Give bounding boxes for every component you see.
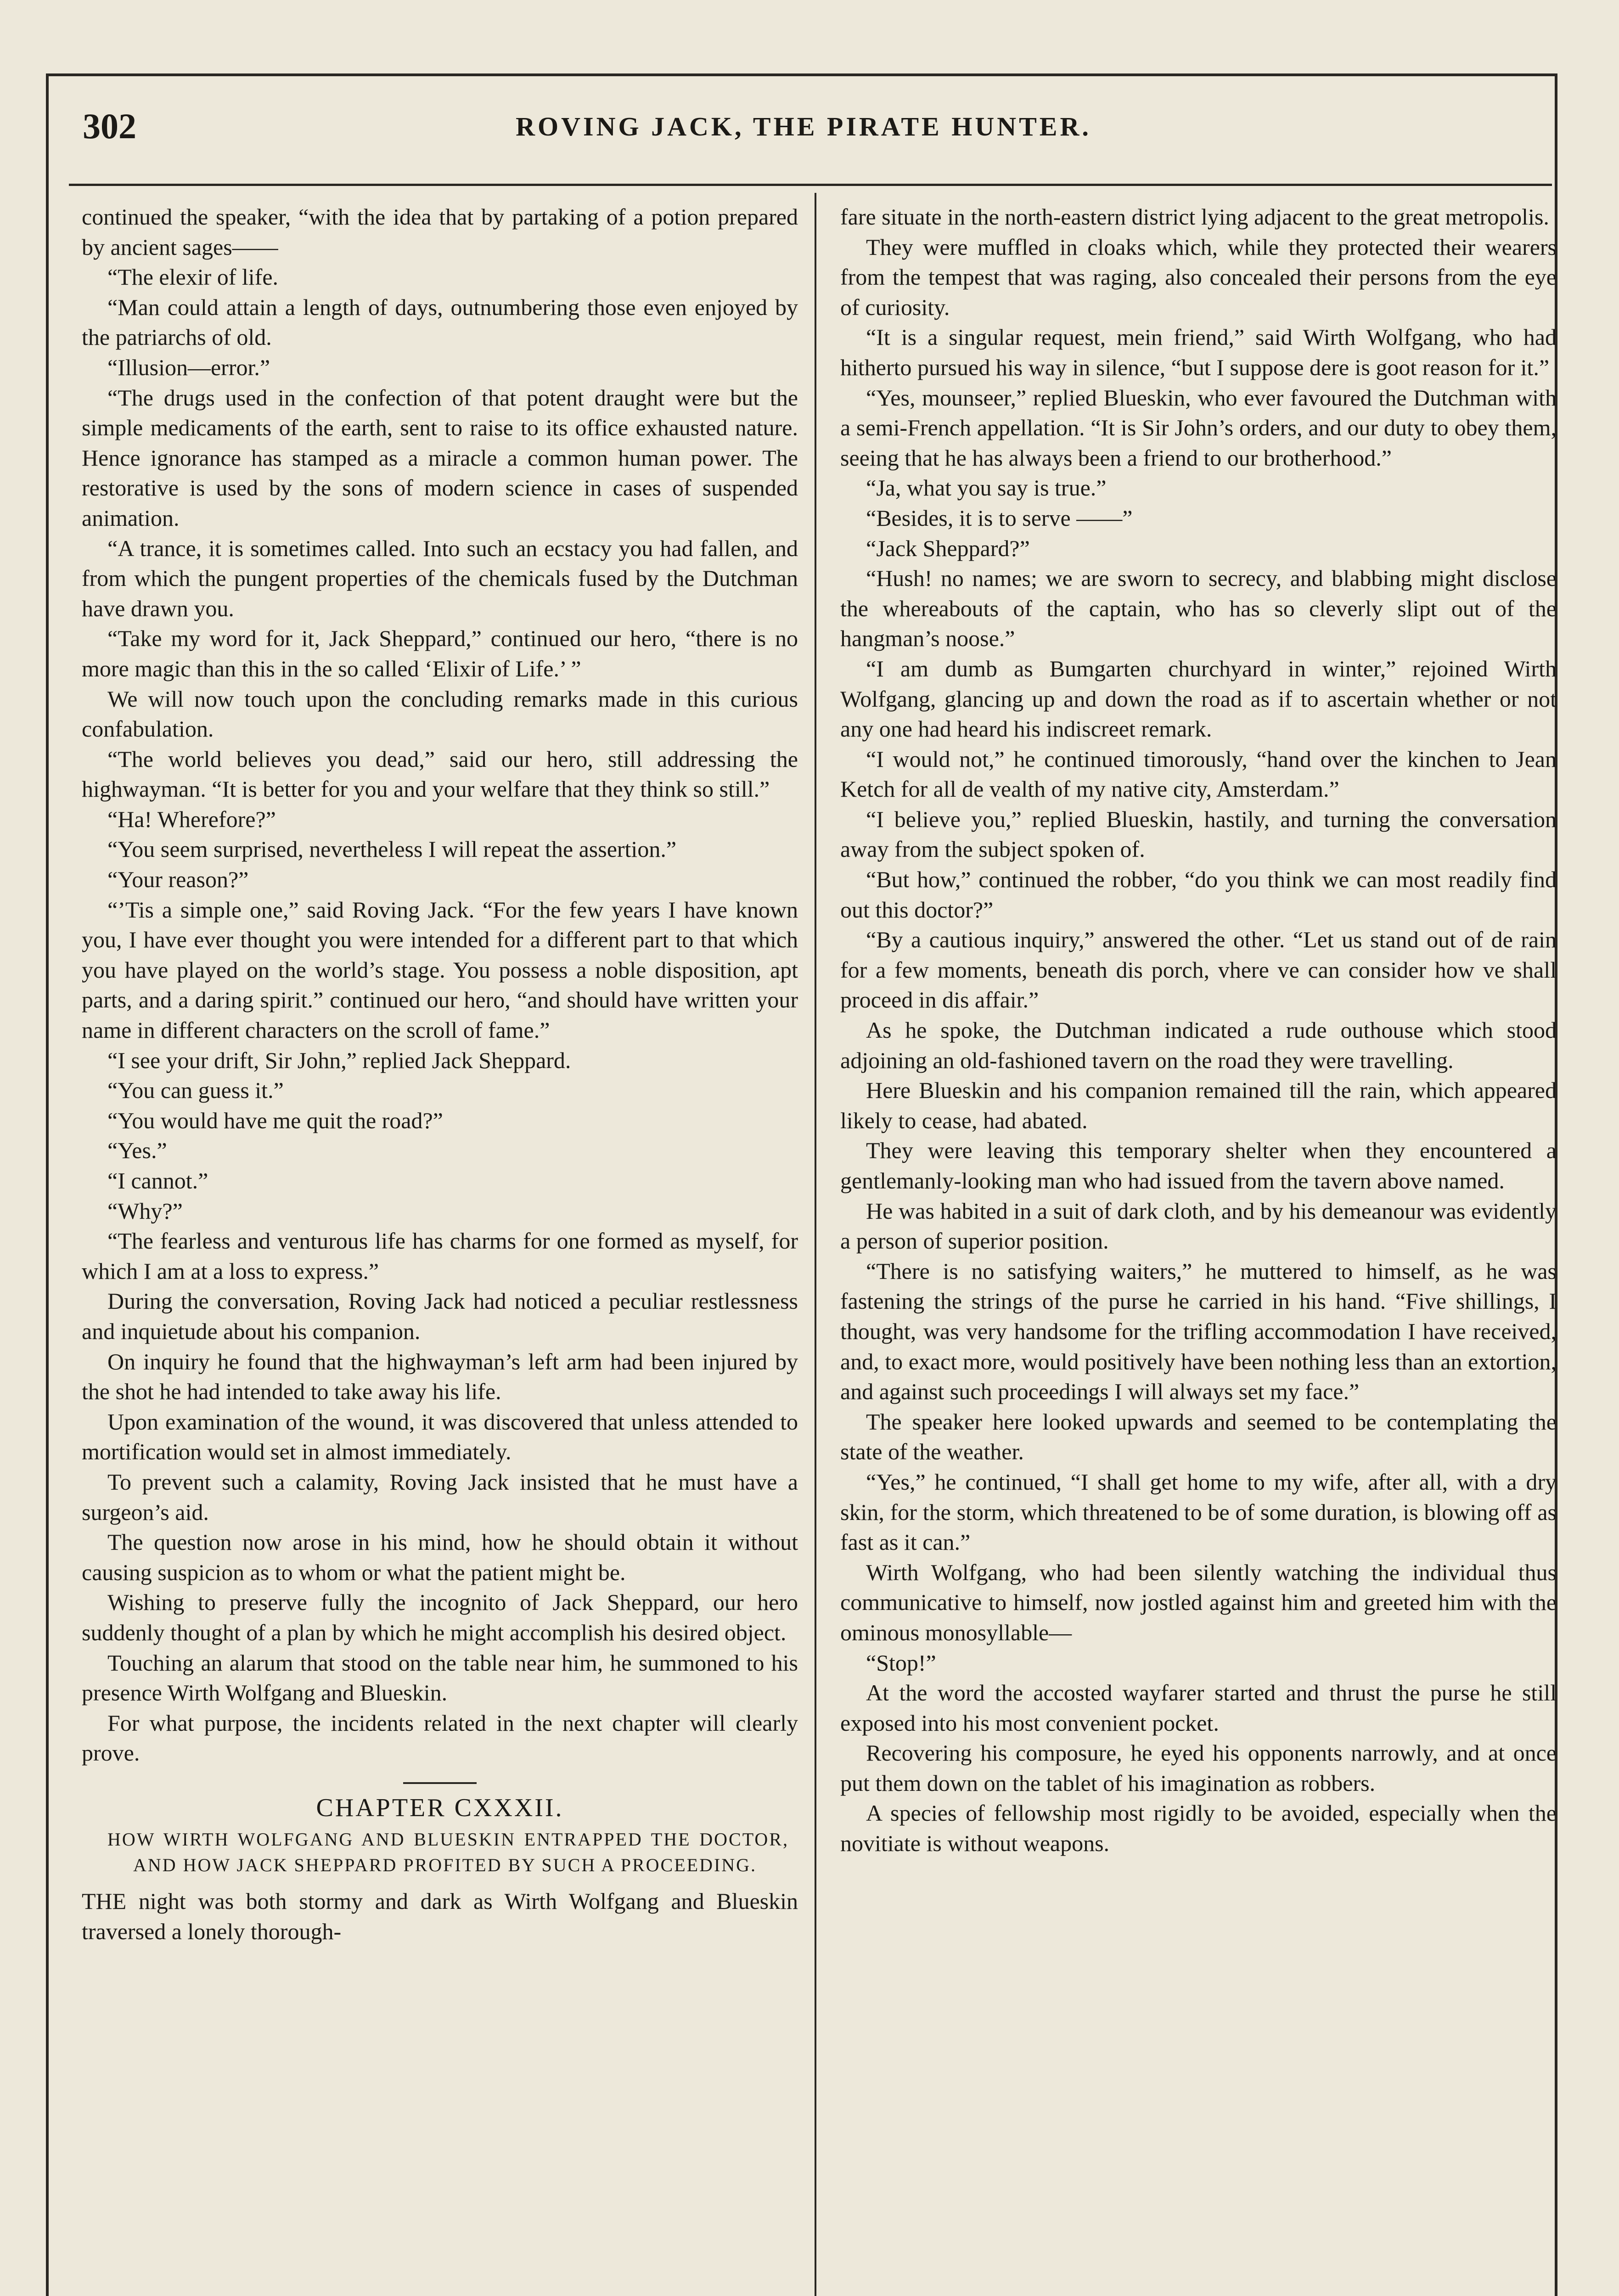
paragraph: The question now arose in his mind, how he should obtain it without causing suspicion as to whom or what the patient might be. <box>82 1529 798 1585</box>
paragraph: “By a cautious inquiry,” answered the other. “Let us stand out of de rain for a few moments, beneath dis porch, vhere ve can consider how ve shall proceed in dis affair.” <box>840 927 1557 1013</box>
page-header <box>73 106 1534 147</box>
right-column <box>840 202 1557 1859</box>
paragraph: “Illusion—error.” <box>107 354 270 380</box>
paragraph: He was habited in a suit of dark cloth, and by his demeanour was evidently a person of superior position. <box>840 1198 1557 1254</box>
paragraph: “’Tis a simple one,” said Roving Jack. “For the few years I have known you, I have ever thought you were intended for a different part to that which you have played on the world’s stage. You possess a noble disposition, apt parts, and a daring spirit.” continued our hero, “and should have written your name in different characters on the scroll of fame.” <box>82 896 798 1043</box>
paragraph: “I would not,” he continued timorously, “hand over the kinchen to Jean Ketch for all de vealth of my native city, Amsterdam.” <box>840 746 1557 802</box>
paragraph: Here Blueskin and his companion remained till the rain, which appeared likely to cease, had abated. <box>840 1077 1557 1133</box>
chapter-title: CHAPTER CXXXII. <box>316 1793 564 1822</box>
paragraph: fare situate in the north-eastern district lying adjacent to the great metropolis. <box>840 204 1549 230</box>
running-head: ROVING JACK, THE PIRATE HUNTER. <box>516 112 1091 141</box>
column-divider <box>815 193 816 2296</box>
paragraph: “The elexir of life. <box>107 264 279 290</box>
paragraph: On inquiry he found that the highwayman’s left arm had been injured by the shot he had intended to take away his life. <box>82 1348 798 1405</box>
paragraph: They were muffled in cloaks which, while they protected their wearers from the tempest that was raging, also concealed their persons from the eye of curiosity. <box>840 234 1557 320</box>
paragraph: Upon examination of the wound, it was discovered that unless attended to mortification would set in almost immediately. <box>82 1408 798 1465</box>
paragraph: “Ja, what you say is true.” <box>866 475 1107 501</box>
paragraph: During the conversation, Roving Jack had noticed a peculiar restlessness and inquietude about his companion. <box>82 1288 798 1344</box>
chapter-opening: THE night was both stormy and dark as Wirth Wolfgang and Blueskin traversed a lonely thorough- <box>82 1888 798 1945</box>
paragraph: “The fearless and venturous life has charms for one formed as myself, for which I am at a loss to express.” <box>82 1228 798 1284</box>
chapter-divider <box>403 1782 477 1784</box>
paragraph: “A trance, it is sometimes called. Into such an ecstacy you had fallen, and from which the pungent properties of the chemicals fused by the Dutchman have drawn you. <box>82 535 798 621</box>
paragraph: “Stop!” <box>866 1649 936 1676</box>
paragraph: Wirth Wolfgang, who had been silently watching the individual thus communicative to himself, now jostled against him and greeted him with the ominous monosyllable— <box>840 1559 1557 1645</box>
paragraph: “Besides, it is to serve ——” <box>866 505 1133 531</box>
paragraph: Recovering his composure, he eyed his opponents narrowly, and at once put them down on the tablet of his imagination as robbers. <box>840 1740 1557 1796</box>
paragraph: “I believe you,” replied Blueskin, hastily, and turning the conversation away from the subject spoken of. <box>840 806 1557 862</box>
paragraph: “Your reason?” <box>107 867 249 893</box>
paragraph: For what purpose, the incidents related in the next chapter will clearly prove. <box>82 1710 798 1766</box>
paragraph: “The drugs used in the confection of that potent draught were but the simple medicaments of the earth, sent to raise to its office exhausted nature. Hence ignorance has stamped as a miracle a common human power. The restorative is used by the sons of modern science in cases of suspended animation. <box>82 384 798 531</box>
paragraph: “Why?” <box>107 1198 183 1224</box>
paragraph: A species of fellowship most rigidly to be avoided, especially when the novitiate is without weapons. <box>840 1800 1557 1857</box>
paragraph: As he spoke, the Dutchman indicated a rude outhouse which stood adjoining an old-fashioned tavern on the road they were travelling. <box>840 1017 1557 1073</box>
paragraph: “But how,” continued the robber, “do you think we can most readily find out this doctor?” <box>840 867 1557 923</box>
paragraph: To prevent such a calamity, Roving Jack insisted that he must have a surgeon’s aid. <box>82 1469 798 1525</box>
paragraph: “Hush! no names; we are sworn to secrecy, and blabbing might disclose the whereabouts of the captain, who has so cleverly slipt out of the hangman’s noose.” <box>840 565 1557 652</box>
paragraph: “I am dumb as Bumgarten churchyard in winter,” rejoined Wirth Wolfgang, glancing up and down the road as if to ascertain whether or not any one had heard his indiscreet remark. <box>840 655 1557 742</box>
paragraph: “You seem surprised, nevertheless I will repeat the assertion.” <box>107 836 677 862</box>
paragraph: “Yes.” <box>107 1137 167 1164</box>
paragraph: continued the speaker, “with the idea that by partaking of a potion prepared by ancient sages—— <box>82 204 798 260</box>
paragraph: “Man could attain a length of days, outnumbering those even enjoyed by the patriarchs of old. <box>82 294 798 350</box>
paragraph: We will now touch upon the concluding remarks made in this curious confabulation. <box>82 686 798 742</box>
chapter-summary: HOW WIRTH WOLFGANG AND BLUESKIN ENTRAPPED THE DOCTOR, AND HOW JACK SHEPPARD PROFITED BY SUCH A PROCEEDING. <box>107 1829 789 1876</box>
paragraph: They were leaving this temporary shelter when they encountered a gentlemanly-looking man who had issued from the tavern above named. <box>840 1137 1557 1193</box>
paragraph: “You can guess it.” <box>107 1077 284 1103</box>
left-column <box>82 202 798 1947</box>
paragraph: “Ha! Wherefore?” <box>107 806 276 832</box>
paragraph: “Jack Sheppard?” <box>866 535 1030 561</box>
paragraph: “You would have me quit the road?” <box>107 1107 443 1133</box>
paragraph: “The world believes you dead,” said our hero, still addressing the highwayman. “It is better for you and your welfare that they think so still.” <box>82 746 798 802</box>
paragraph: “Take my word for it, Jack Sheppard,” continued our hero, “there is no more magic than this in the so called ‘Elixir of Life.’ ” <box>82 625 798 681</box>
paragraph: At the word the accosted wayfarer started and thrust the purse he still exposed into his most convenient pocket. <box>840 1680 1557 1736</box>
paragraph: “I see your drift, Sir John,” replied Jack Sheppard. <box>107 1047 571 1073</box>
paragraph: “Yes, mounseer,” replied Blueskin, who ever favoured the Dutchman with a semi-French appellation. “It is Sir John’s orders, and our duty to obey them, seeing that he has always been a friend to our brotherhood.” <box>840 384 1557 471</box>
paragraph: Wishing to preserve fully the incognito of Jack Sheppard, our hero suddenly thought of a plan by which he might accomplish his desired object. <box>82 1589 798 1645</box>
paragraph: The speaker here looked upwards and seemed to be contemplating the state of the weather. <box>840 1408 1557 1465</box>
page-number: 302 <box>83 106 136 146</box>
paragraph: “I cannot.” <box>107 1168 208 1193</box>
paragraph: Touching an alarum that stood on the table near him, he summoned to his presence Wirth Wolfgang and Blueskin. <box>82 1649 798 1706</box>
paragraph: “There is no satisfying waiters,” he muttered to himself, as he was fastening the strings of the purse he carried in his hand. “Five shillings, I thought, was very handsome for the trifling accommodation I have received, and, to exact more, would positively have been nothing less than an extortion, and against such proceedings I will always set my face.” <box>840 1258 1557 1405</box>
header-rule <box>69 184 1552 186</box>
paragraph: “It is a singular request, mein friend,” said Wirth Wolfgang, who had hitherto pursued his way in silence, “but I suppose dere is goot reason for it.” <box>840 324 1557 380</box>
paragraph: “Yes,” he continued, “I shall get home to my wife, after all, with a dry skin, for the storm, which threatened to be of some duration, is blowing off as fast as it can.” <box>840 1469 1557 1555</box>
